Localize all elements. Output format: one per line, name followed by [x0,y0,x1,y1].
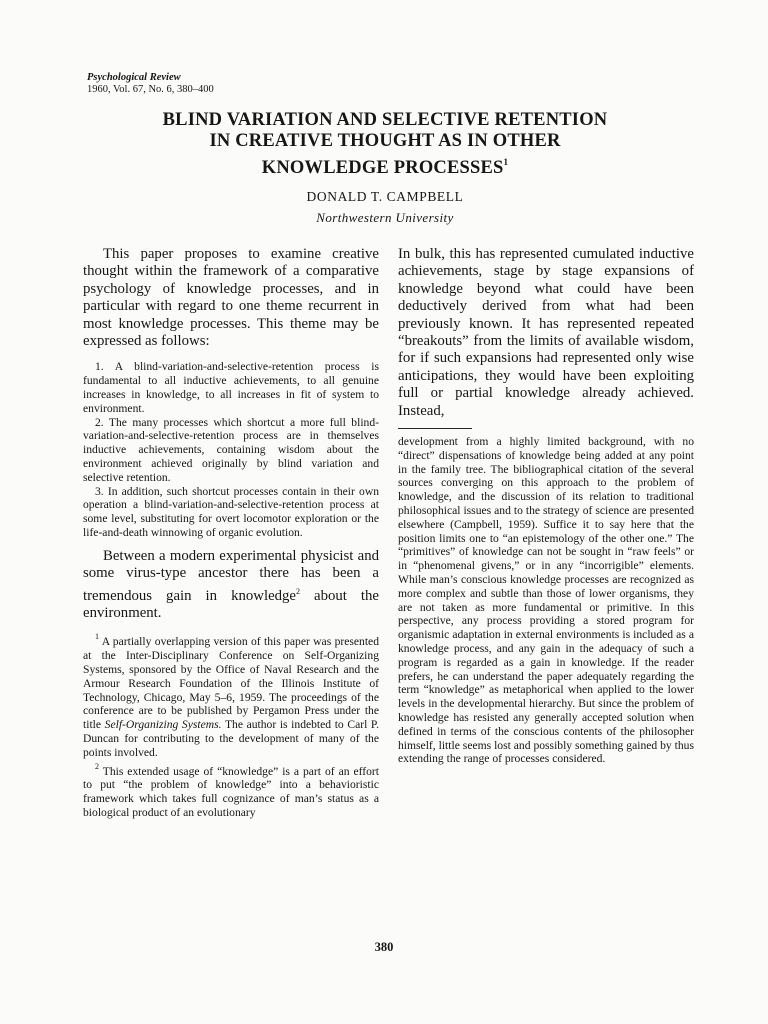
title-line-1: BLIND VARIATION AND SELECTIVE RETENTION [162,110,608,130]
second-paragraph [83,548,379,623]
footnote-ref-2: 2 [296,586,300,596]
author-name: DONALD T. CAMPBELL [306,189,464,204]
journal-name: Psychological Review [87,72,181,83]
second-paragraph-text: Between a modern experimental physicist and some virus-type ancestor there has been a tremendous gain in knowledge [83,547,379,604]
title-footnote-mark: 1 [503,157,509,167]
footnote-2-mark: 2 [95,761,99,771]
thesis-point-1: 1. A blind-variation-and-selective-retention process is fundamental to all inductive achievements, to all genuine increases in knowledge, to all increases in fit of system to environment. [83,360,379,415]
footnote-1-mark: 1 [95,632,99,642]
second-paragraph-end: about the environment. [83,587,379,622]
footnotes [83,630,379,819]
journal-header [87,72,214,96]
footnote-1-text-b: The author is indebted to Carl P. Duncan for contributing to the development of many of the points involved. [83,718,379,759]
right-column [398,246,694,766]
footnote-2-text: This extended usage of “knowledge” is a part of an effort to put “the problem of knowledge” into a behavioristic framework which takes full cognizance of man’s status as a biological product of an evolutionary [83,764,379,819]
footnote-2-continued: development from a highly limited background, with no “direct” dispensations of knowledge being added at any point in the family tree. The bibliographical citation of the several sources converging on this approach to the problem of knowledge, and the discussion of its relation to traditional philosophical issues and to the strategy of science are presented elsewhere (Campbell, 1959). Suffice it to say here that the position limits one to “an epistemology of the other one.” The “primitives” of knowledge can not be sought in “raw feels” or in “phenomenal givens,” or in any “incorrigible” elements. While man’s conscious knowledge processes are recognized as more complex and subtle than those of lower organisms, they are not taken as more fundamental or primitive. In this perspective, any process providing a stored program for organismic adaptation in external environments is included as a knowledge process, and any gain in the adequacy of such a program is regarded as a gain in knowledge. If the reader prefers, he can understand the paper adequately regarding the term “knowledge” as metaphorical when applied to the lower levels in the developmental hierarchy. But since the problem of knowledge has resisted any generally accepted solution when defined in terms of the conscious contents of the philosopher himself, little seems lost and possibly something gained by thus extending the range of processes considered. [398,435,694,766]
footnote-1-text-a: A partially overlapping version of this paper was presented at the Inter-Disciplinary Conference on Self-Organizing Systems, sponsored by the Office of Naval Research and the Armour Research Foundation of the Illinois Institute of Technology, Chicago, May 5–6, 1959. The proceedings of the conference are to be published by Pergamon Press under the title [83,635,379,732]
author-affiliation: Northwestern University [316,210,454,225]
intro-paragraph: This paper proposes to examine creative thought within the framework of a comparative psychology of knowledge processes, and in particular with regard to one theme recurrent in most knowledge processes. This theme may be expressed as follows: [83,246,379,350]
paper-title [100,110,670,179]
right-paragraph: In bulk, this has represented cumulated inductive achievements, stage by stage expansions of knowledge beyond what could have been deductively derived from what had been previously known. It has represented repeated “breakouts” from the limits of available wisdom, for if such expansions had represented only wise anticipations, they would have been exploiting full or partial knowledge already achieved. Instead, [398,246,694,419]
footnote-1 [83,630,379,759]
title-line-3-text: KNOWLEDGE PROCESSES [261,158,504,178]
left-column [83,246,379,820]
footnote-2 [83,760,379,820]
footnote-divider [398,428,472,429]
page-number: 380 [374,940,394,954]
footnote-1-italic-title: Self-Organizing Systems. [104,718,222,732]
journal-citation: 1960, Vol. 67, No. 6, 380–400 [87,84,214,95]
title-line-2: IN CREATIVE THOUGHT AS IN OTHER [209,131,561,151]
thesis-point-2: 2. The many processes which shortcut a more full blind-variation-and-selective-retention process are in themselves inductive achievements, containing wisdom about the environment achieved originally by blind variation and selective retention. [83,415,379,484]
title-line-3 [100,152,670,179]
thesis-point-3: 3. In addition, such shortcut processes contain in their own operation a blind-variation-and-selective-retention process at some level, substituting for overt locomotor exploration or the life-and-death winnowing of organic evolution. [83,484,379,539]
thesis-list [83,360,379,539]
